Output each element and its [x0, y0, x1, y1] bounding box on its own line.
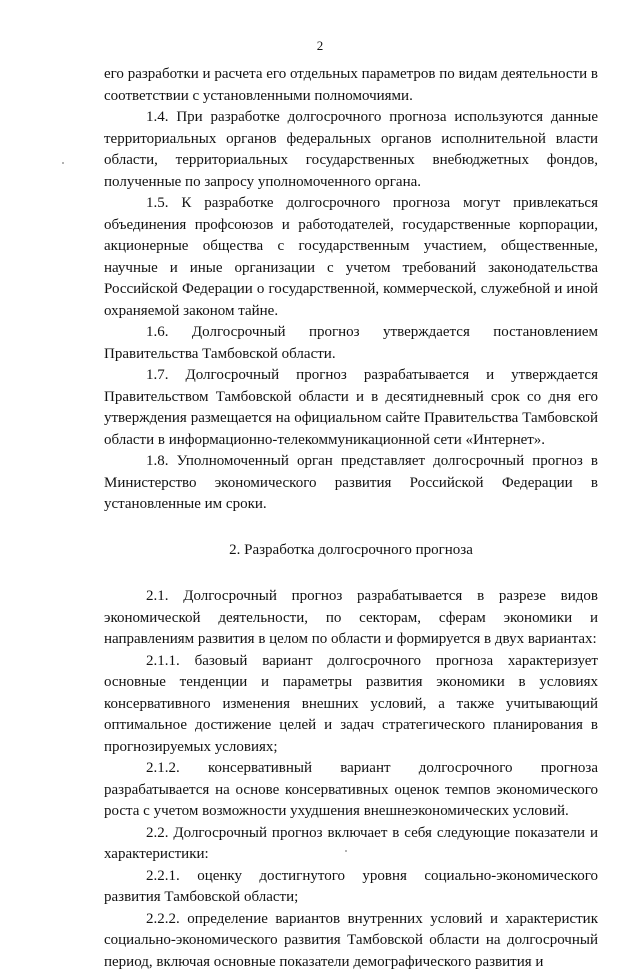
paragraph-1-8: 1.8. Уполномоченный орган представляет долгосрочный прогноз в Министерство экономического развития Российской Федерации в установленные им сроки.	[104, 451, 598, 516]
scan-speck	[62, 162, 64, 164]
page-number: 2	[0, 38, 640, 54]
paragraph-1-4: 1.4. При разработке долгосрочного прогноза используются данные территориальных органов федеральных органов исполнительной власти области, территориальных государственных внебюджетных фондов, полученные по запросу уполномоченного органа.	[104, 107, 598, 193]
paragraph-1-7: 1.7. Долгосрочный прогноз разрабатывается и утверждается Правительством Тамбовской области и в десятидневный срок со дня его утверждения размещается на официальном сайте Правительства Тамбовской области в информационно-телекоммуникационной сети «Интернет».	[104, 365, 598, 451]
section-heading: 2. Разработка долгосрочного прогноза	[104, 540, 598, 562]
paragraph-1-6: 1.6. Долгосрочный прогноз утверждается постановлением Правительства Тамбовской области.	[104, 322, 598, 365]
paragraph-2-2-1: 2.2.1. оценку достигнутого уровня социально-экономического развития Тамбовской области;	[104, 866, 598, 909]
paragraph-1-5: 1.5. К разработке долгосрочного прогноза могут привлекаться объединения профсоюзов и работодателей, государственные корпорации, акционерные общества с государственным участием, общественные, научные и иные организации с учетом требований законодательства Российской Федерации о государственной, коммерческой, служебной и иной охраняемой законом тайне.	[104, 193, 598, 322]
paragraph-2-1-1: 2.1.1. базовый вариант долгосрочного прогноза характеризует основные тенденции и параметры развития экономики в условиях консервативного изменения внешних условий, а также учитывающий оптимальное достижение целей и задач стратегического планирования в прогнозируемых условиях;	[104, 651, 598, 759]
paragraph-2-1: 2.1. Долгосрочный прогноз разрабатывается в разрезе видов экономической деятельности, по секторам, сферам экономики и направлениям развития в целом по области и формируется в двух вариантах:	[104, 586, 598, 651]
paragraph-2-1-2: 2.1.2. консервативный вариант долгосрочного прогноза разрабатывается на основе консервативных оценок темпов экономического роста с учетом возможности ухудшения внешнеэкономических условий.	[104, 758, 598, 823]
paragraph-continuation: его разработки и расчета его отдельных параметров по видам деятельности в соответствии с установленными полномочиями.	[104, 64, 598, 107]
paragraph-2-2-2: 2.2.2. определение вариантов внутренних условий и характеристик социально-экономического развития Тамбовской области на долгосрочный период, включая основные показатели демографического развития и	[104, 909, 598, 973]
paragraph-2-2: 2.2. Долгосрочный прогноз включает в себя следующие показатели и характеристики:	[104, 823, 598, 866]
document-body	[104, 64, 598, 973]
